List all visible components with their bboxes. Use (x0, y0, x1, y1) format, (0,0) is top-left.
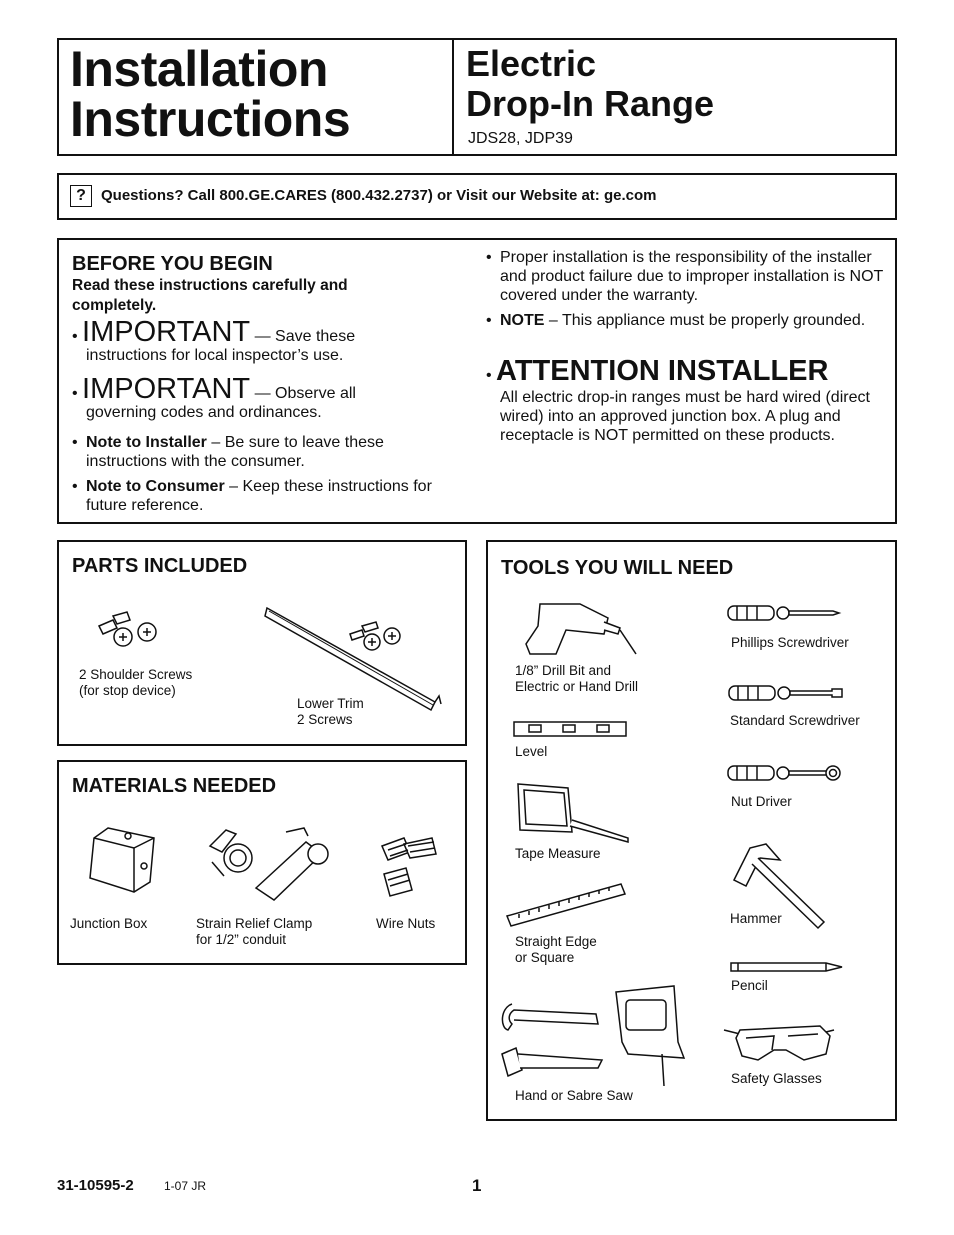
wire-nuts-icon (378, 834, 440, 904)
revision-date: 1-07 JR (164, 1179, 207, 1193)
drill-icon (520, 600, 640, 660)
junction-box-icon (88, 826, 158, 896)
pencil-icon (730, 961, 845, 973)
tools-title: TOOLS YOU WILL NEED (501, 557, 734, 579)
question-icon: ? (70, 185, 92, 207)
before-title: BEFORE YOU BEGIN (72, 253, 273, 275)
important-save: • IMPORTANT — Save these instructions for local inspector’s use. (72, 316, 356, 364)
saw-icon (498, 984, 688, 1088)
tool-label-drill: 1/8” Drill Bit and Electric or Hand Drill (515, 663, 639, 694)
materials-label-junction-box: Junction Box (70, 916, 148, 931)
part-number: 31-10595-2 (57, 1177, 134, 1194)
parts-title: PARTS INCLUDED (72, 555, 248, 577)
tool-label-pencil: Pencil (731, 978, 768, 993)
tool-label-straight-edge: Straight Edge or Square (515, 934, 597, 965)
standard-screwdriver-icon (728, 684, 843, 702)
product-title: Electric Drop-In Range (466, 43, 714, 124)
header-divider (452, 38, 454, 156)
safety-glasses-icon (722, 1020, 838, 1066)
materials-label-strain-relief: Strain Relief Clamp for 1/2” conduit (196, 916, 313, 947)
note-to-installer: • Note to Installer – Be sure to leave these instructions with the consumer. (72, 434, 384, 470)
proper-installation: • Proper installation is the responsibility of the installer and product failure due to improper installation is NOT covered under the warranty. (486, 249, 884, 304)
read-instructions: Read these instructions carefully and completely. (72, 277, 348, 314)
note-to-consumer: • Note to Consumer – Keep these instructions for future reference. (72, 478, 432, 514)
straight-edge-icon (505, 882, 627, 928)
shoulder-screws-icon (95, 612, 165, 662)
phillips-screwdriver-icon (727, 604, 842, 622)
level-icon (513, 720, 628, 738)
grounding-note: • NOTE – This appliance must be properly grounded. (486, 312, 866, 329)
tool-label-level: Level (515, 744, 548, 759)
questions-text: Questions? Call 800.GE.CARES (800.432.2737) or Visit our Website at: ge.com (101, 187, 657, 204)
tool-label-safety-glasses: Safety Glasses (731, 1071, 822, 1086)
tape-measure-icon (512, 782, 632, 844)
tool-label-phillips: Phillips Screwdriver (731, 635, 849, 650)
tool-label-saw: Hand or Sabre Saw (515, 1088, 633, 1103)
tool-label-tape-measure: Tape Measure (515, 846, 601, 861)
materials-label-wire-nuts: Wire Nuts (376, 916, 436, 931)
important-observe: • IMPORTANT — Observe all governing codes and ordinances. (72, 373, 356, 421)
parts-label-screws: 2 Shoulder Screws (for stop device) (79, 667, 193, 698)
page-title: Installation Instructions (70, 41, 351, 147)
trim-screws-icon (348, 622, 410, 662)
tool-label-hammer: Hammer (730, 911, 782, 926)
model-numbers: JDS28, JDP39 (468, 130, 573, 147)
attention-installer: • ATTENTION INSTALLER All electric drop-in ranges must be hard wired (direct wired) into an approved junction box. A plug and receptacle is NOT permitted on these products. (486, 355, 870, 444)
page-number: 1 (472, 1176, 482, 1195)
tool-label-nut-driver: Nut Driver (731, 794, 792, 809)
tool-label-standard: Standard Screwdriver (730, 713, 860, 728)
strain-relief-clamp-icon (196, 822, 336, 902)
materials-title: MATERIALS NEEDED (72, 775, 277, 797)
nut-driver-icon (727, 764, 843, 782)
parts-label-trim: Lower Trim 2 Screws (297, 696, 364, 727)
